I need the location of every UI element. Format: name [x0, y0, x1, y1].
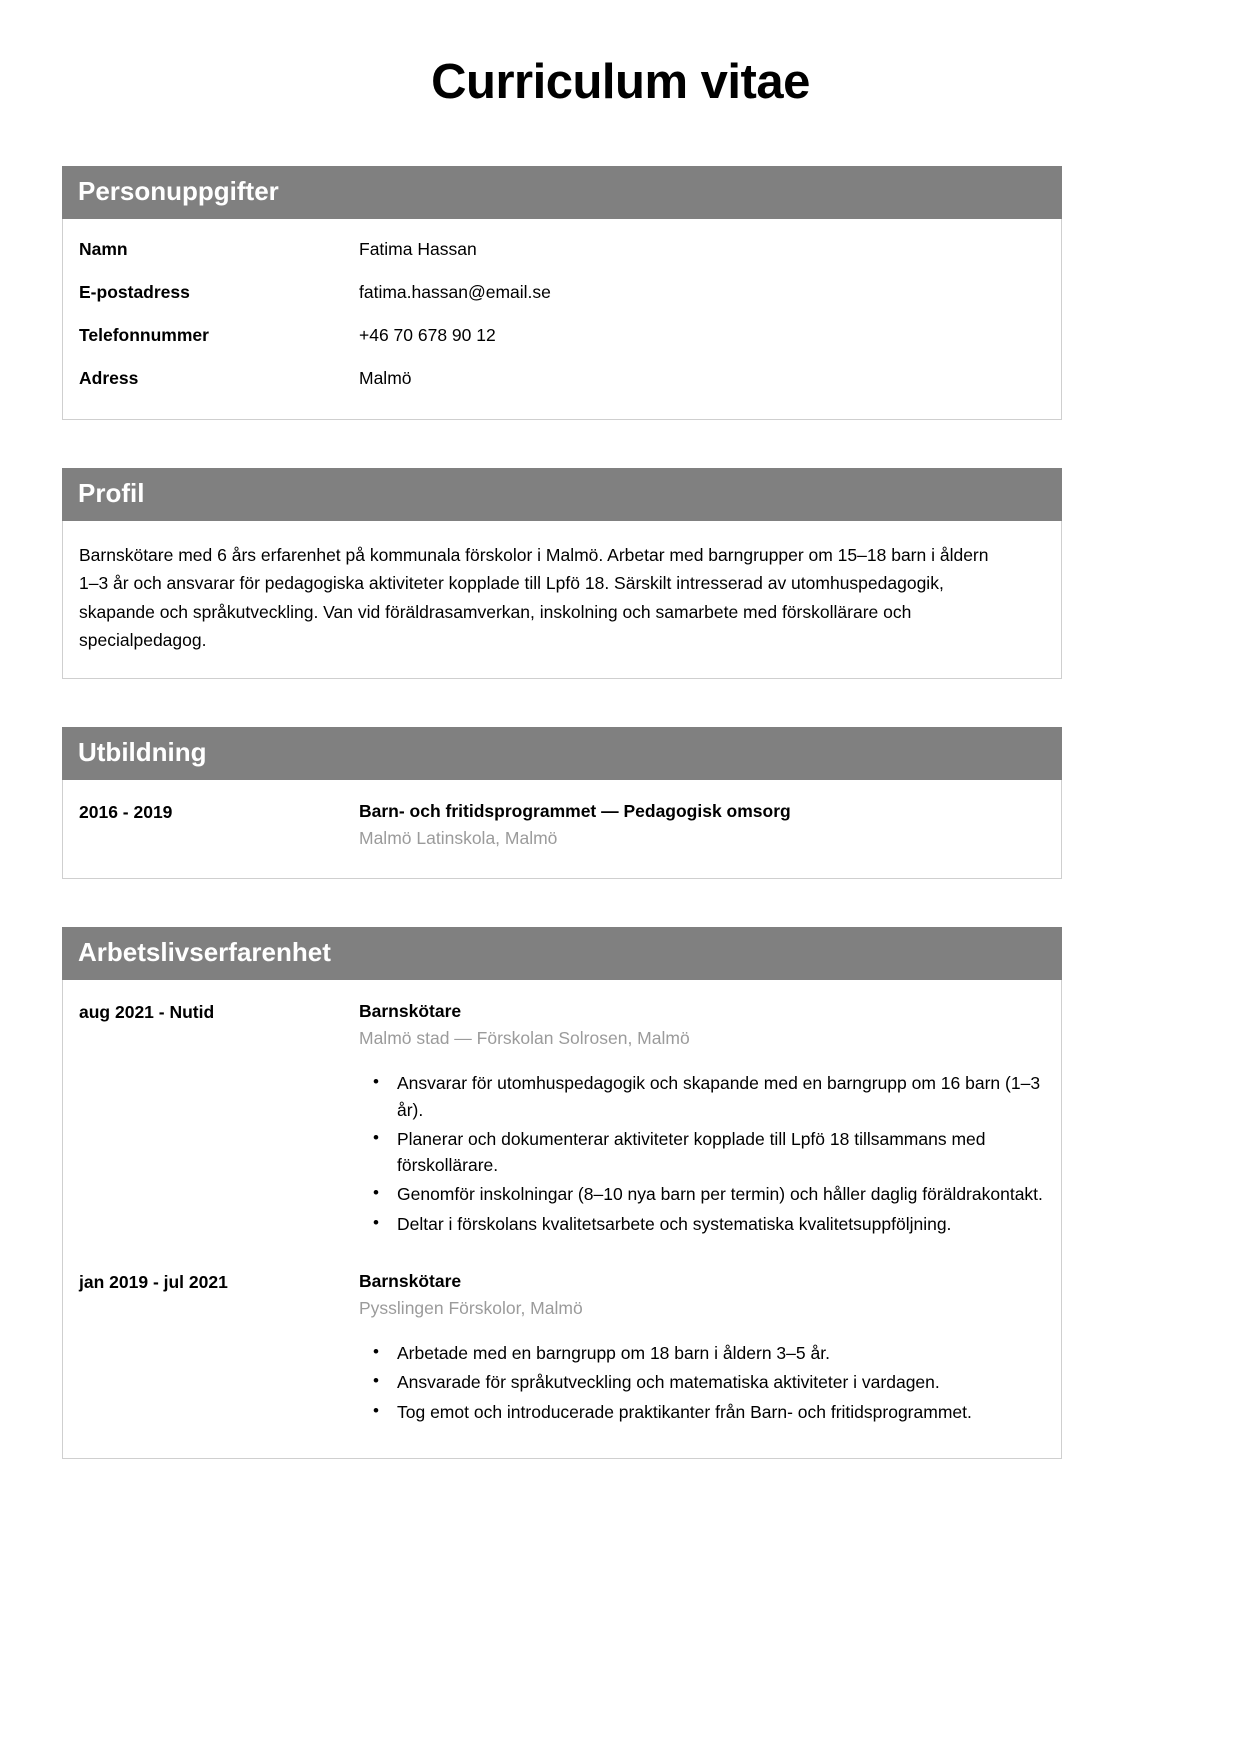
field-value: Malmö [359, 367, 412, 388]
entry-main [359, 1270, 1045, 1428]
entry-title: Barnskötare [359, 1270, 462, 1291]
list-item: • Genomför inskolningar (8–10 nya barn per termin) och håller daglig föräldrakontakt. [397, 1181, 1045, 1207]
entry-bullet-list [359, 1340, 1045, 1425]
section-personal-details [62, 166, 1062, 420]
list-item: • Planerar och dokumenterar aktiviteter kopplade till Lpfö 18 tillsammans med förskollärare. [397, 1126, 1045, 1179]
entry-title: Barnskötare [359, 1000, 462, 1021]
table-row [79, 282, 1045, 304]
entry-subtitle: Pysslingen Förskolor, Malmö [359, 1297, 583, 1318]
experience-entry [79, 1000, 1045, 1240]
entry-main [359, 1000, 1045, 1240]
table-row [79, 239, 1045, 261]
field-label: Adress [79, 367, 139, 388]
entry-date: jan 2019 - jul 2021 [79, 1271, 228, 1292]
field-value: fatima.hassan@email.se [359, 281, 551, 302]
section-header-education: Utbildning [62, 727, 1062, 780]
table-row [79, 368, 1045, 390]
field-value: Fatima Hassan [359, 238, 477, 259]
list-item: • Arbetade med en barngrupp om 18 barn i åldern 3–5 år. [397, 1340, 1045, 1366]
section-body-personal-details [62, 219, 1062, 421]
spacer [0, 110, 1241, 166]
list-item: • Tog emot och introducerade praktikanter från Barn- och fritidsprogrammet. [397, 1399, 1045, 1425]
entry-bullet-list [359, 1070, 1045, 1237]
spacer [0, 879, 1241, 927]
field-label: Telefonnummer [79, 324, 209, 345]
section-education [62, 727, 1062, 879]
entry-title: Barn- och fritidsprogrammet — Pedagogisk omsorg [359, 801, 791, 821]
section-body-experience [62, 980, 1062, 1459]
section-header-experience: Arbetslivserfarenhet [62, 927, 1062, 980]
section-body-profile [62, 521, 1062, 679]
spacer [0, 679, 1241, 727]
experience-entry [79, 1270, 1045, 1428]
section-header-personal-details: Personuppgifter [62, 166, 1062, 219]
entry-subtitle: Malmö Latinskola, Malmö [359, 827, 558, 848]
page-title: Curriculum vitae [431, 55, 810, 109]
profile-text: Barnskötare med 6 års erfarenhet på kommunala förskolor i Malmö. Arbetar med barngrupper om 15–18 barn i åldern 1–3 år och ansvarar för pedagogiska aktiviteter kopplade till Lpfö 18. Särskilt intresserad av utomhuspedagogik, skapande och språkutveckling. Van vid föräldrasamverkan, inskolning och samarbete med förskollärare och specialpedagog. [79, 545, 989, 651]
section-body-education [62, 780, 1062, 879]
section-experience [62, 927, 1062, 1459]
field-label: E-postadress [79, 281, 190, 302]
list-item: • Deltar i förskolans kvalitetsarbete och systematiska kvalitetsuppföljning. [397, 1211, 1045, 1237]
list-item: • Ansvarar för utomhuspedagogik och skapande med en barngrupp om 16 barn (1–3 år). [397, 1070, 1045, 1123]
table-row [79, 325, 1045, 347]
entry-date: aug 2021 - Nutid [79, 1001, 215, 1022]
education-entry [79, 800, 1045, 850]
list-item: • Ansvarade för språkutveckling och matematiska aktiviteter i vardagen. [397, 1369, 1045, 1395]
section-header-profile: Profil [62, 468, 1062, 521]
spacer [0, 420, 1241, 468]
field-label: Namn [79, 238, 128, 259]
entry-date: 2016 - 2019 [79, 802, 173, 822]
section-profile [62, 468, 1062, 679]
entry-subtitle: Malmö stad — Förskolan Solrosen, Malmö [359, 1027, 690, 1048]
entry-main [359, 800, 1045, 850]
field-value: +46 70 678 90 12 [359, 324, 496, 345]
